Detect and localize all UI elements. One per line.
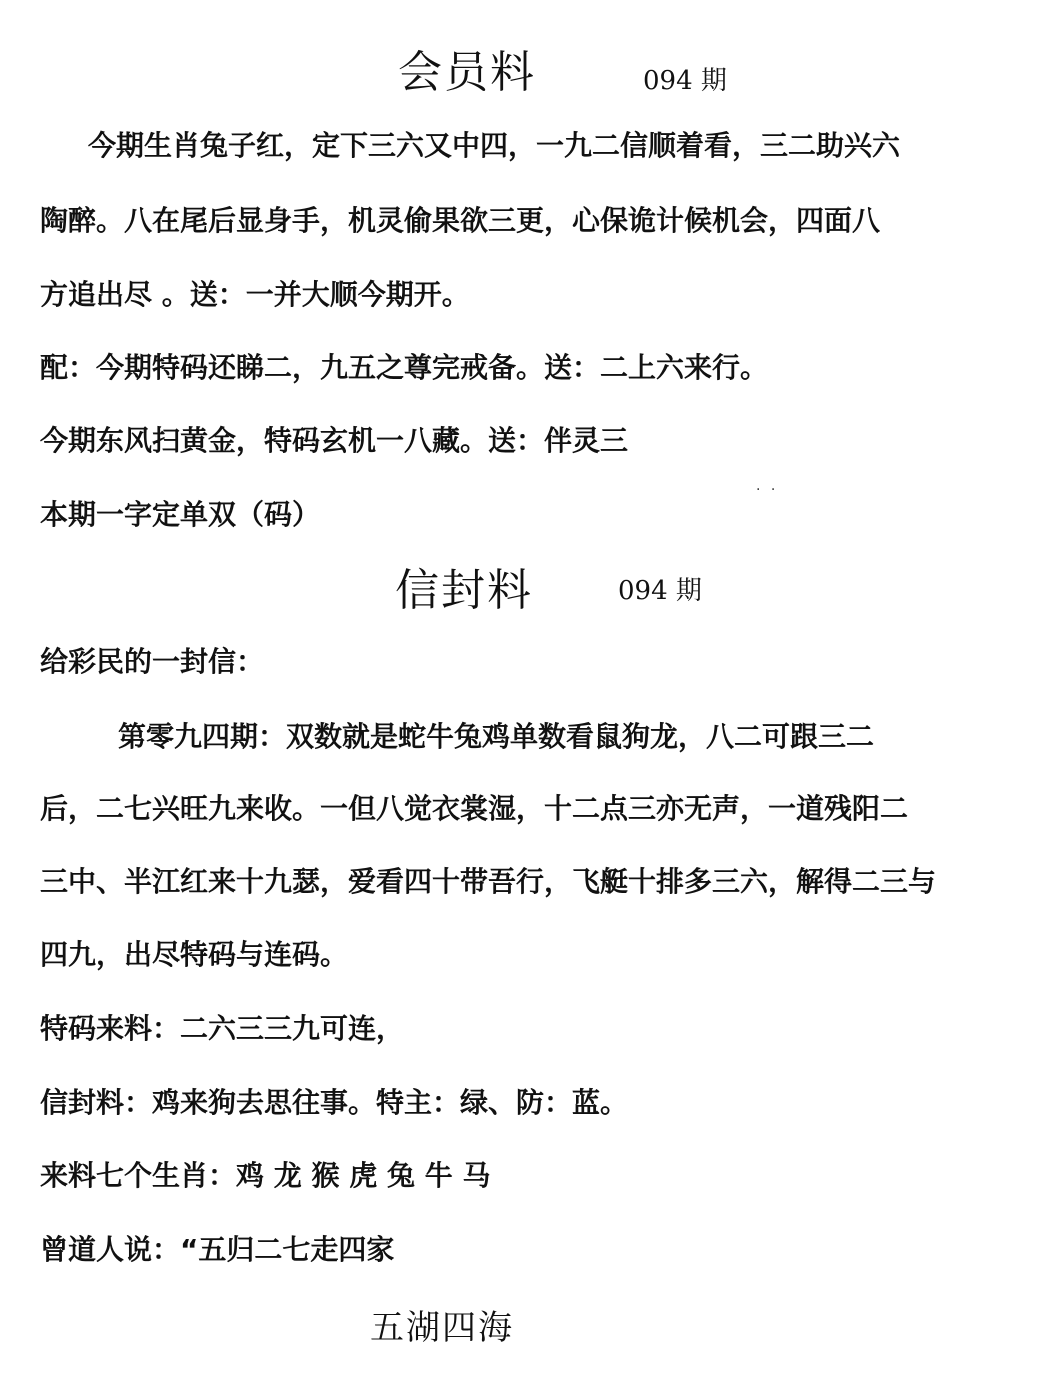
footer-title: 五湖四海 bbox=[370, 1308, 514, 1348]
section1-line-4: 配：今期特码还睇二，九五之尊完戒备。送：二上六来行。 bbox=[40, 351, 769, 384]
section2-line-5: 四九，出尽特码与连码。 bbox=[40, 938, 349, 971]
section1-line-6: 本期一字定单双（码） bbox=[40, 498, 321, 531]
section1-title: 会员料 bbox=[398, 47, 536, 98]
section1-issue: 094 期 bbox=[643, 66, 727, 96]
section2-line-3: 后，二七兴旺九来收。一但八觉衣裳湿，十二点三亦无声，一道残阳二 bbox=[40, 792, 909, 825]
section2-line-7: 信封料：鸡来狗去思往事。特主：绿、防：蓝。 bbox=[40, 1086, 629, 1119]
section2-line-9: 曾道人说：“五归二七走四家 bbox=[40, 1233, 395, 1266]
section1-line-5: 今期东风扫黄金，特码玄机一八藏。送：伴灵三 bbox=[40, 424, 629, 457]
section2-line-6: 特码来料：二六三三九可连， bbox=[40, 1012, 405, 1045]
section2-line-4: 三中、半江红来十九瑟，爱看四十带吾行，飞艇十排多三六，解得二三与 bbox=[40, 865, 937, 898]
section2-header bbox=[0, 550, 1055, 620]
section1-line-1: 今期生肖兔子红，定下三六又中四，一九二信顺着看，三二助兴六 bbox=[88, 129, 901, 162]
section1-line-2: 陶醉。八在尾后显身手，机灵偷果欲三更，心保诡计候机会，四面八 bbox=[40, 204, 881, 237]
section2-line-1: 给彩民的一封信： bbox=[40, 645, 265, 678]
section2-issue: 094 期 bbox=[618, 576, 702, 606]
section2-title: 信封料 bbox=[395, 565, 533, 616]
section2-line-2: 第零九四期：双数就是蛇牛兔鸡单数看鼠狗龙，八二可跟三二 bbox=[118, 720, 875, 753]
section2-line-8: 来料七个生肖：鸡 龙 猴 虎 兔 牛 马 bbox=[40, 1159, 491, 1192]
section1-header bbox=[0, 32, 1055, 102]
section1-line-3: 方追出尽 。送：一并大顺今期开。 bbox=[40, 278, 470, 311]
stray-dots: . . bbox=[756, 478, 779, 494]
